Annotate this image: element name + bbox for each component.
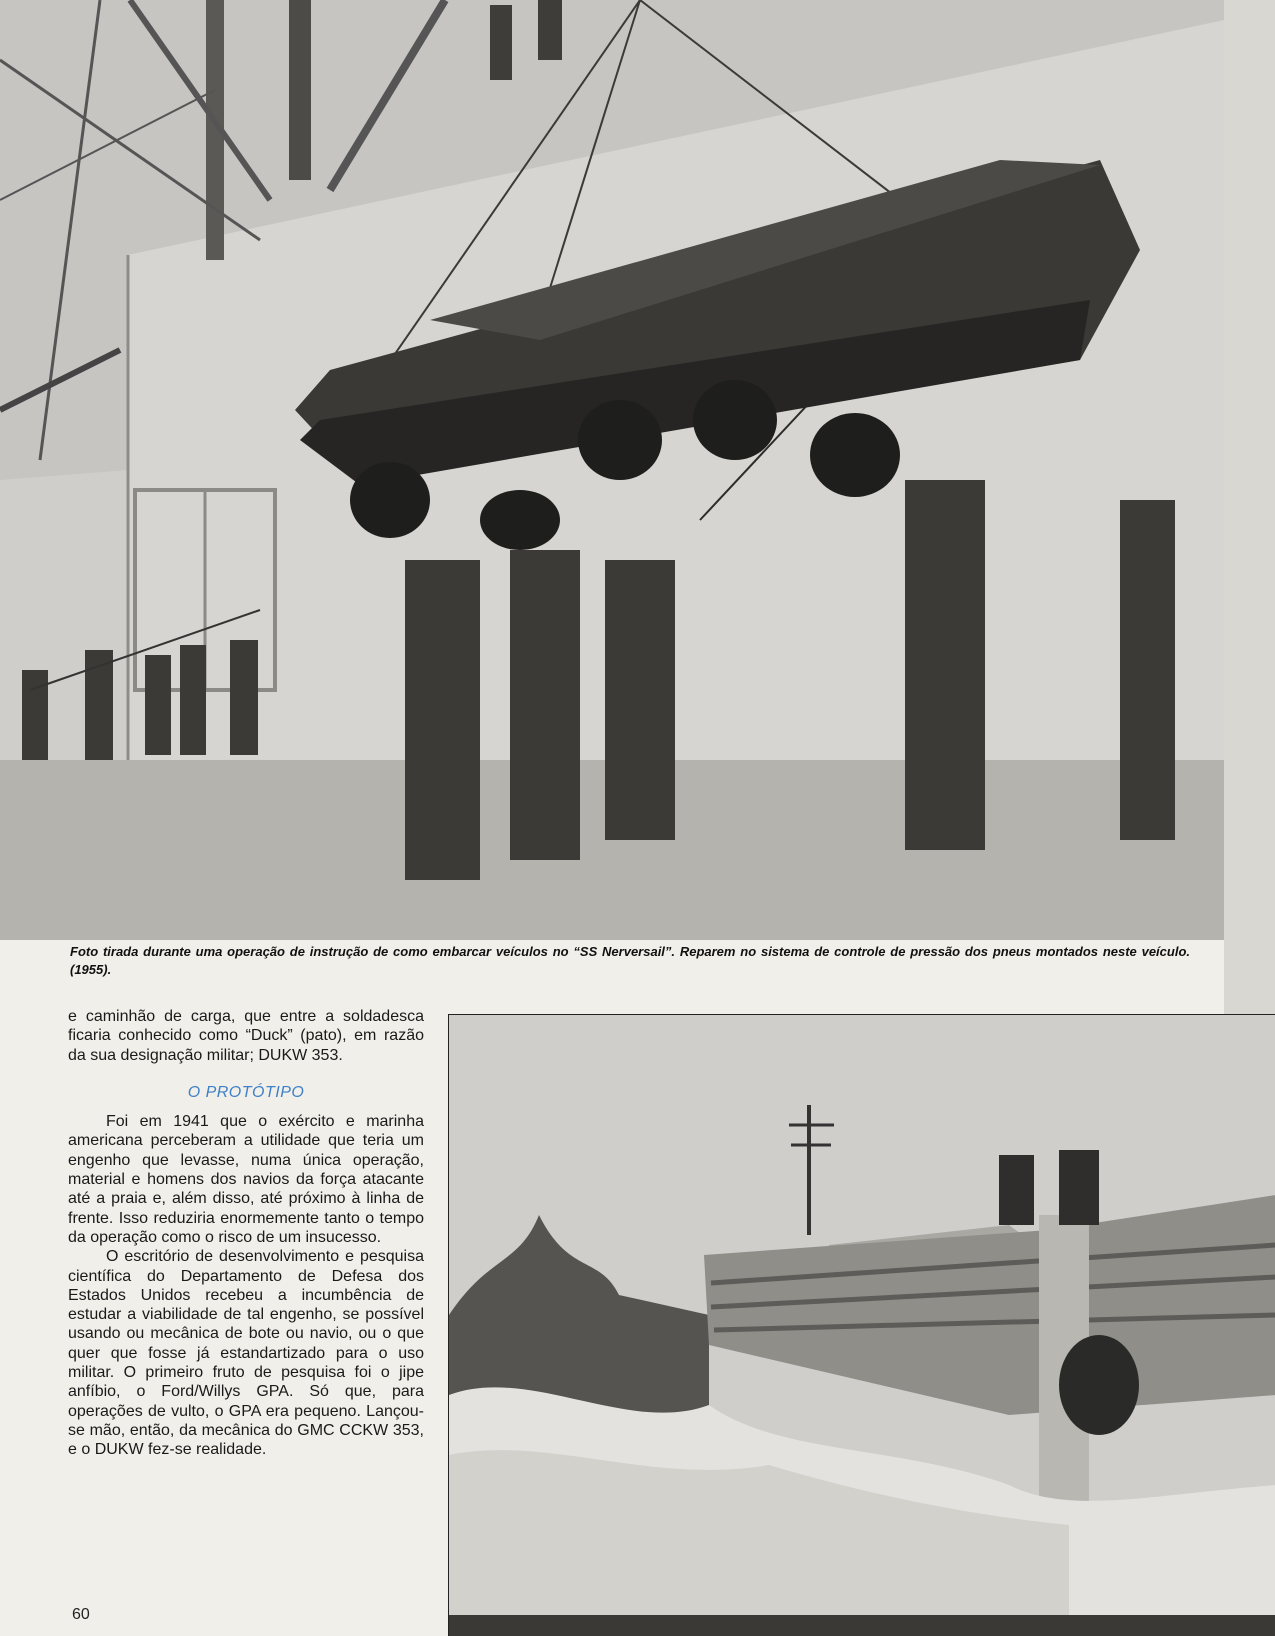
article-column xyxy=(68,1007,424,1460)
section-heading: O PROTÓTIPO xyxy=(187,1083,305,1101)
paragraph-intro: e caminhão de carga, que entre a soldadesca ficaria conhecido como “Duck” (pato), em razão da sua designação militar; DUKW 353. xyxy=(68,1008,424,1064)
paragraph-2: O escritório de desenvolvimento e pesquisa científica do Departamento de Defesa dos Estados Unidos recebeu a incumbência de estudar a viabilidade de tal engenho, se possível usando ou mecânica de bote ou navio, ou o que quer que fosse já estandartizado para o uso militar. O primeiro fruto de pesquisa foi o jipe anfíbio, o Ford/Willys GPA. Só que, para operações de vulto, o GPA era pequeno. Lançou-se mão, então, da mecânica do GMC CCKW 353, e o DUKW fez-se realidade. xyxy=(68,1248,424,1459)
photo-dukw-splash xyxy=(448,1014,1275,1636)
page-number: 60 xyxy=(72,1606,90,1623)
paragraph-1: Foi em 1941 que o exército e marinha americana perceberam a utilidade que teria um engenho que levasse, numa única operação, material e homens dos navios da força atacante até a praia e, além disso, até próximo à linha de frente. Isso reduziria enormemente tanto o tempo da operação como o risco de um insucesso. xyxy=(68,1113,424,1246)
photo-caption: Foto tirada durante uma operação de instrução de como embarcar veículos no “SS Nerversail”. Reparem no sistema de controle de pressão dos pneus montados neste veículo. (1955). xyxy=(70,944,1190,977)
